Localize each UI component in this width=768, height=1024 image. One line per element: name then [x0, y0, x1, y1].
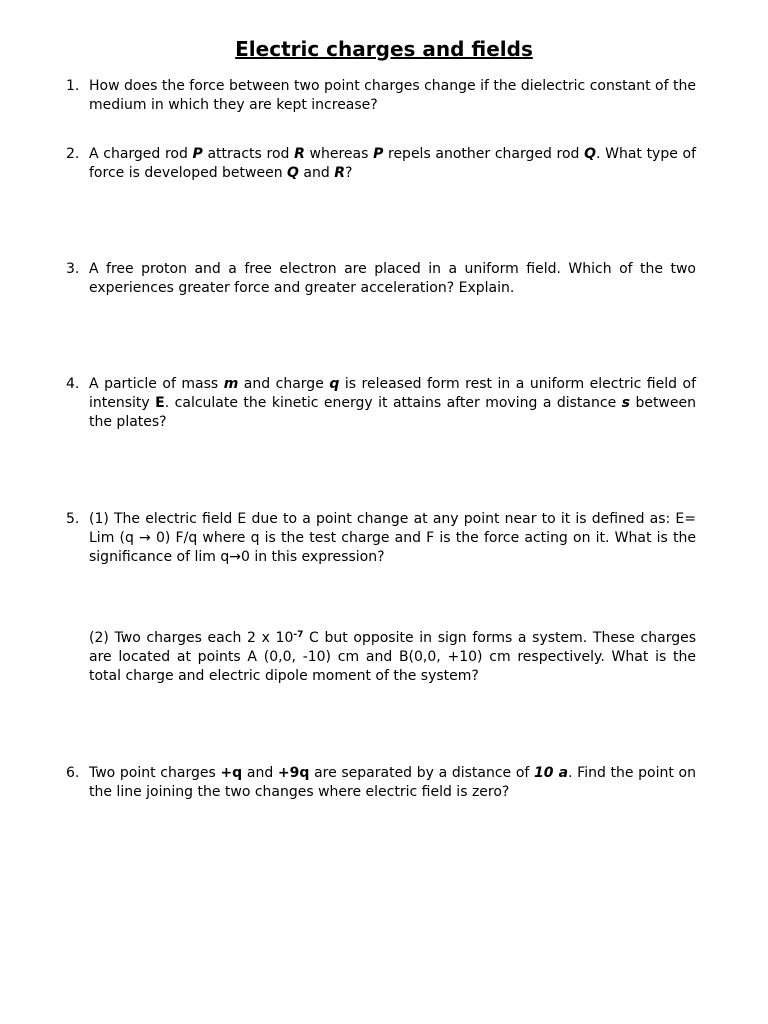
symbol-q: Q [584, 146, 596, 162]
symbol-p: P [373, 146, 384, 162]
question-3 [66, 260, 696, 298]
symbol-s: s [621, 395, 630, 411]
charge-plus-q: +q [220, 765, 243, 781]
symbol-r: R [334, 165, 345, 181]
question-number: 1. [66, 78, 80, 94]
charge-plus-9q: +9q [277, 765, 310, 781]
symbol-r: R [294, 146, 305, 162]
question-text: How does the force between two point charges change if the dielectric constant of the medium in which they are kept increase? [89, 78, 696, 113]
question-2 [66, 145, 696, 183]
question-number: 6. [66, 765, 80, 781]
symbol-e: E [155, 395, 165, 411]
question-number: 4. [66, 376, 80, 392]
page-title: Electric charges and fields [235, 37, 533, 61]
question-text: A charged rod P attracts rod R whereas P repels another charged rod Q. What type of force is developed between Q and R? [89, 146, 696, 181]
question-number: 5. [66, 511, 80, 527]
question-text: A free proton and a free electron are placed in a uniform field. Which of the two experiences greater force and greater acceleration? Explain. [89, 261, 696, 296]
question-text-part-2: (2) Two charges each 2 x $10^{-7}$ C but opposite in sign forms a system. These charges are located at points A (0,0, -10) cm and B(0,0, +10) cm respectively. What is the total charge and electric dipole moment of the system? [89, 630, 696, 684]
question-text-part-1: (1) The electric field E due to a point change at any point near to it is defined as: E= Lim (q → 0) F/q where q is the test charge and F is the force acting on it. What is the significance of lim q→0 in this expression? [89, 511, 696, 565]
question-number: 3. [66, 261, 80, 277]
question-1 [66, 77, 696, 115]
symbol-p: P [192, 146, 203, 162]
question-6 [66, 764, 696, 802]
distance-10a: 10 a [534, 765, 569, 781]
symbol-q: q [329, 376, 340, 392]
exponent: -7 [293, 630, 304, 640]
question-text: A particle of mass m and charge q is released form rest in a uniform electric field of intensity E. calculate the kinetic energy it attains after moving a distance s between the plates? [89, 376, 696, 430]
question-text: Two point charges +q and +9q are separated by a distance of 10 a. Find the point on the line joining the two changes where electric field is zero? [89, 765, 696, 800]
question-5 [66, 510, 696, 686]
question-4 [66, 375, 696, 432]
symbol-q: Q [287, 165, 299, 181]
symbol-m: m [223, 376, 239, 392]
question-number: 2. [66, 146, 80, 162]
